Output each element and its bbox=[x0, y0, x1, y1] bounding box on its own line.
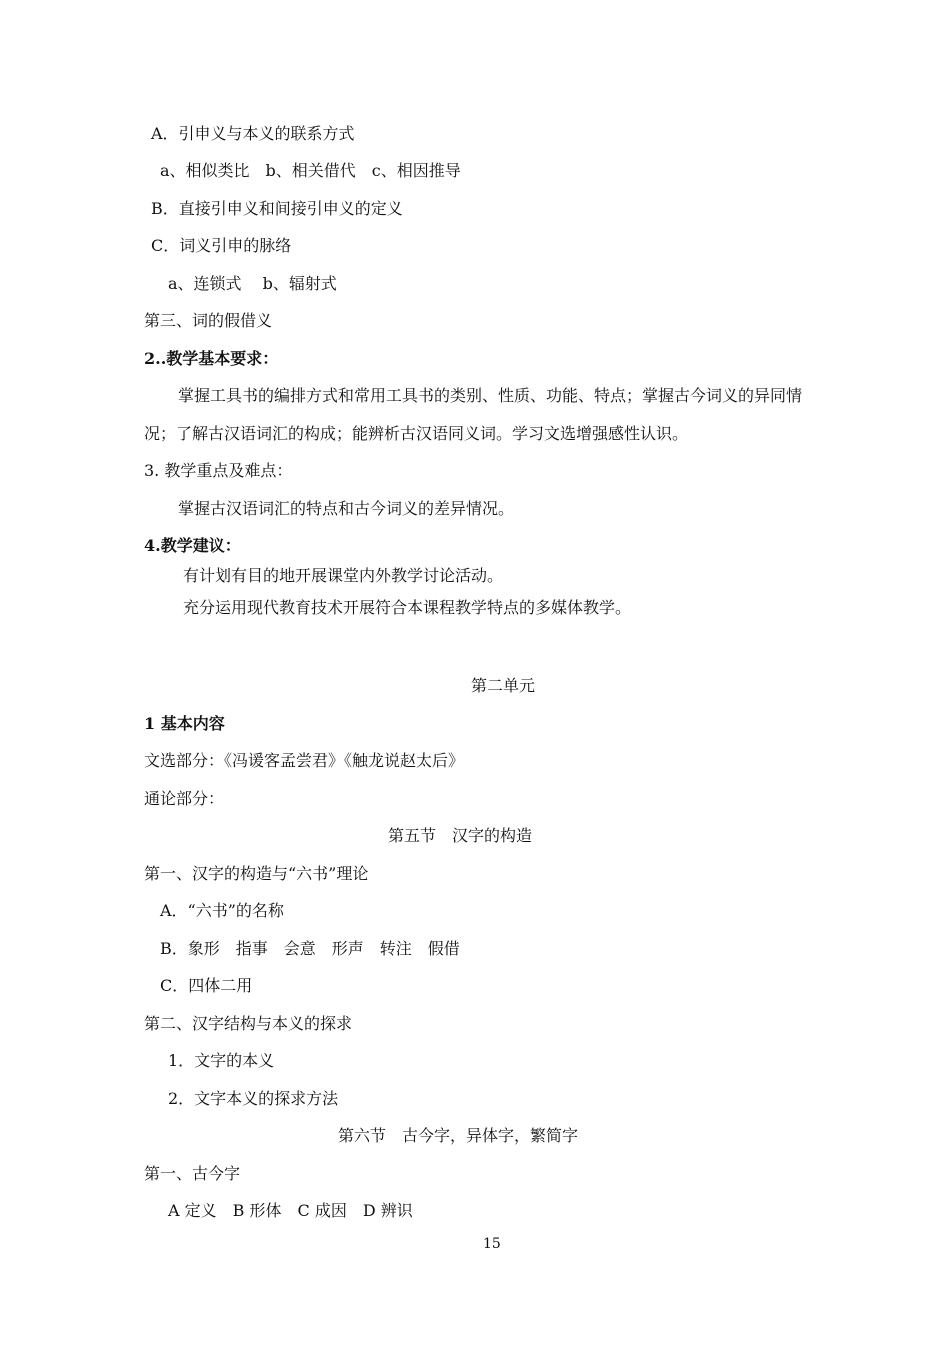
suggestions-line1: 有计划有目的地开展课堂内外教学讨论活动。 bbox=[183, 566, 504, 585]
section6-items: A 定义 B 形体 C 成因 D 辨识 bbox=[168, 1201, 413, 1220]
suggestions-heading: 4.教学建议： bbox=[144, 536, 241, 555]
key-points-text: 掌握古汉语词汇的特点和古今词义的差异情况。 bbox=[178, 499, 515, 518]
outline-item-a: A．引申义与本义的联系方式 bbox=[151, 124, 355, 143]
selected-texts-line: 文选部分：《冯谖客孟尝君》《触龙说赵太后》 bbox=[144, 751, 465, 770]
requirements-text-line1: 掌握工具书的编排方式和常用工具书的类别、性质、功能、特点；掌握古今词义的异同情 bbox=[178, 386, 803, 405]
requirements-heading: 2..教学基本要求： bbox=[144, 349, 279, 368]
section5-second-heading: 第二、汉字结构与本义的探求 bbox=[144, 1014, 353, 1033]
section5-item-a: A．“六书”的名称 bbox=[160, 901, 284, 920]
section6-title: 第六节 古今字，异体字，繁简字 bbox=[338, 1126, 579, 1145]
requirements-text-line2: 况；了解古汉语词汇的构成；能辨析古汉语同义词。学习文选增强感性认识。 bbox=[144, 424, 689, 443]
suggestions-line2: 充分运用现代教育技术开展符合本课程教学特点的多媒体教学。 bbox=[183, 598, 632, 617]
outline-third-heading: 第三、词的假借义 bbox=[144, 311, 273, 330]
section5-item-b: B．象形 指事 会意 形声 转注 假借 bbox=[160, 939, 460, 958]
section5-first-heading: 第一、汉字的构造与“六书”理论 bbox=[144, 864, 369, 883]
theory-label: 通论部分： bbox=[144, 789, 225, 808]
outline-item-c: C．词义引申的脉络 bbox=[151, 236, 292, 255]
section5-sub2: 2．文字本义的探求方法 bbox=[168, 1089, 339, 1108]
section5-sub1: 1．文字的本义 bbox=[168, 1051, 275, 1070]
section6-first-heading: 第一、古今字 bbox=[144, 1164, 241, 1183]
outline-item-b: B．直接引申义和间接引申义的定义 bbox=[151, 199, 403, 218]
section5-title: 第五节 汉字的构造 bbox=[388, 826, 533, 845]
unit-title: 第二单元 bbox=[471, 676, 536, 695]
basic-content-heading: 1 基本内容 bbox=[144, 714, 225, 733]
section5-item-c: C．四体二用 bbox=[160, 976, 253, 995]
page-number: 15 bbox=[483, 1236, 501, 1252]
key-points-heading: 3. 教学重点及难点： bbox=[144, 461, 293, 480]
outline-item-c-subitems: a、连锁式 b、辐射式 bbox=[168, 274, 337, 293]
outline-item-a-subitems: a、相似类比 b、相关借代 c、相因推导 bbox=[160, 161, 461, 180]
